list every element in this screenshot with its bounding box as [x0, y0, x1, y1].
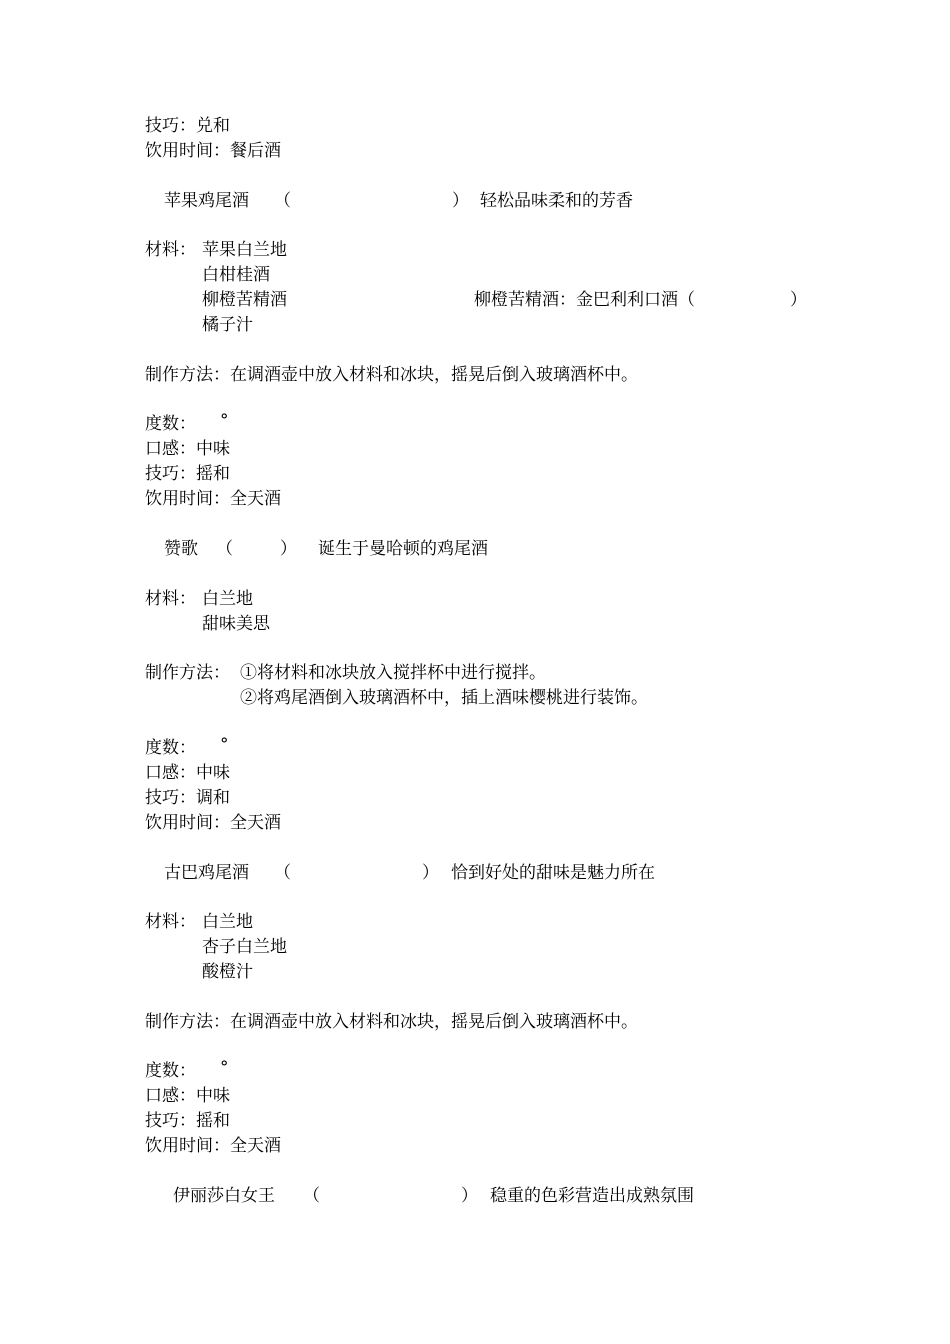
cocktail-3-tagline: 恰到好处的甜味是魅力所在	[451, 863, 655, 883]
cocktail-3-paren-open: （	[274, 863, 291, 883]
cocktail-1-paren-close: ）	[452, 191, 469, 211]
cocktail-1-degree-mark: °	[220, 411, 229, 431]
cocktail-1-material: 苹果白兰地	[202, 240, 287, 260]
cocktail-3-taste: 口感：中味	[145, 1086, 230, 1106]
cocktail-4-tagline: 稳重的色彩营造出成熟氛围	[490, 1186, 694, 1206]
cocktail-4-name: 伊丽莎白女王	[173, 1186, 275, 1206]
intro-drink-time: 饮用时间：餐后酒	[145, 141, 281, 161]
cocktail-3-paren-close: ）	[422, 863, 439, 883]
cocktail-2-method-step: ①将材料和冰块放入搅拌杯中进行搅拌。	[240, 663, 546, 683]
cocktail-4-paren-close: ）	[461, 1186, 478, 1206]
cocktail-2-material: 白兰地	[202, 589, 253, 609]
cocktail-1-note: 柳橙苦精酒：金巴利利口酒（	[474, 290, 695, 310]
cocktail-3-material: 酸橙汁	[202, 962, 253, 982]
cocktail-2-technique: 技巧：调和	[145, 788, 230, 808]
cocktail-2-degree-label: 度数：	[145, 738, 196, 758]
cocktail-3-material: 白兰地	[202, 912, 253, 932]
cocktail-3-material: 杏子白兰地	[202, 937, 287, 957]
cocktail-1-method: 制作方法：在调酒壶中放入材料和冰块，摇晃后倒入玻璃酒杯中。	[145, 365, 638, 385]
cocktail-2-drink-time: 饮用时间：全天酒	[145, 813, 281, 833]
cocktail-3-materials-label: 材料：	[145, 912, 196, 932]
cocktail-2-method-step: ②将鸡尾酒倒入玻璃酒杯中，插上酒味樱桃进行装饰。	[240, 688, 648, 708]
cocktail-2-method-label: 制作方法：	[145, 663, 230, 683]
cocktail-1-name: 苹果鸡尾酒	[164, 191, 249, 211]
cocktail-1-note-close: ）	[790, 290, 807, 310]
cocktail-3-degree-mark: °	[220, 1058, 229, 1078]
cocktail-2-name: 赞歌	[164, 539, 198, 559]
cocktail-1-material: 柳橙苦精酒	[202, 290, 287, 310]
cocktail-3-method: 制作方法：在调酒壶中放入材料和冰块，摇晃后倒入玻璃酒杯中。	[145, 1012, 638, 1032]
intro-technique: 技巧：兑和	[145, 116, 230, 136]
cocktail-1-drink-time: 饮用时间：全天酒	[145, 489, 281, 509]
cocktail-2-paren-close: ）	[280, 539, 297, 559]
cocktail-1-tagline: 轻松品味柔和的芳香	[480, 191, 633, 211]
cocktail-2-degree-mark: °	[220, 735, 229, 755]
cocktail-3-technique: 技巧：摇和	[145, 1111, 230, 1131]
cocktail-1-materials-label: 材料：	[145, 240, 196, 260]
cocktail-2-paren-open: （	[216, 539, 233, 559]
cocktail-1-paren-open: （	[274, 191, 291, 211]
cocktail-3-drink-time: 饮用时间：全天酒	[145, 1136, 281, 1156]
cocktail-1-material: 白柑桂酒	[202, 265, 270, 285]
cocktail-2-taste: 口感：中味	[145, 763, 230, 783]
cocktail-2-tagline: 诞生于曼哈顿的鸡尾酒	[318, 539, 488, 559]
cocktail-1-material: 橘子汁	[202, 315, 253, 335]
cocktail-3-degree-label: 度数：	[145, 1061, 196, 1081]
cocktail-1-taste: 口感：中味	[145, 439, 230, 459]
cocktail-3-name: 古巴鸡尾酒	[164, 863, 249, 883]
cocktail-4-paren-open: （	[303, 1186, 320, 1206]
cocktail-1-degree-label: 度数：	[145, 414, 196, 434]
cocktail-2-material: 甜味美思	[202, 614, 270, 634]
cocktail-2-materials-label: 材料：	[145, 589, 196, 609]
cocktail-1-technique: 技巧：摇和	[145, 464, 230, 484]
